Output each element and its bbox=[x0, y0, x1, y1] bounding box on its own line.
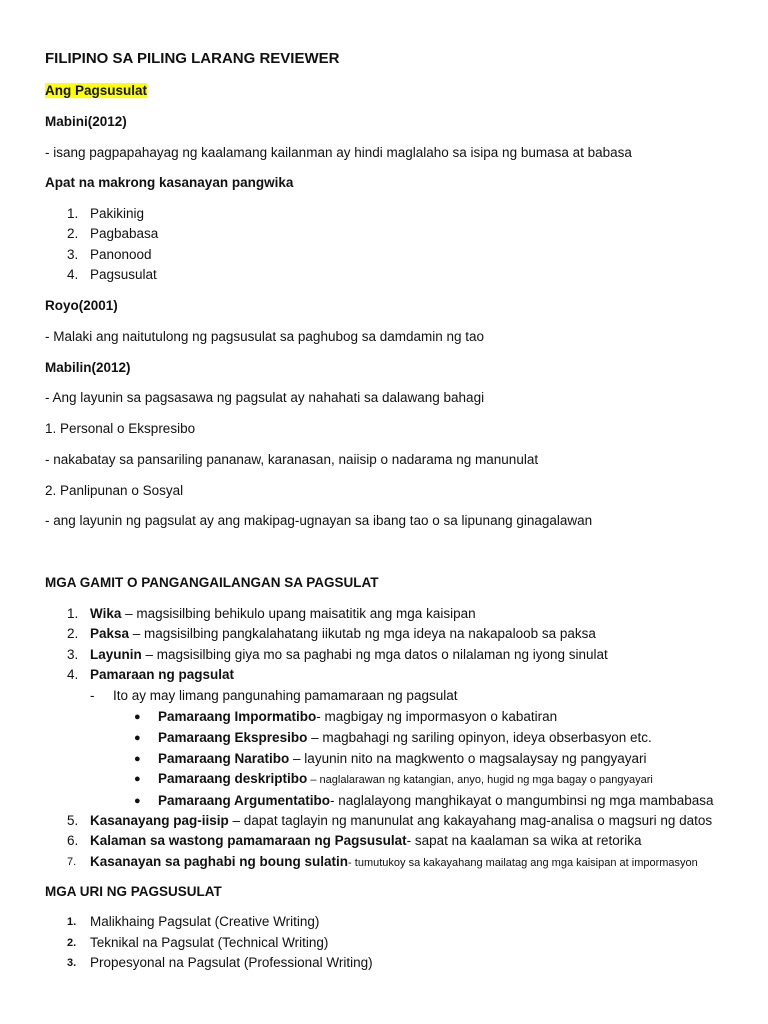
document-title: FILIPINO SA PILING LARANG REVIEWER bbox=[45, 50, 340, 67]
section-heading-uri: MGA URI NG PAGSUSULAT bbox=[45, 884, 222, 899]
bullet-icon: ● bbox=[134, 795, 141, 807]
item-definition: – magsisilbing behikulo upang maisatitik ang mga kaisipan bbox=[121, 606, 476, 621]
list-number: 3. bbox=[67, 247, 79, 262]
list-item bbox=[90, 666, 234, 684]
list-item bbox=[90, 832, 641, 850]
list-item: Pagsusulat bbox=[90, 267, 157, 282]
item-definition: – layunin nito na magkwento o magsalaysay ng pangyayari bbox=[289, 751, 647, 766]
list-number: 5. bbox=[67, 813, 79, 828]
list-number: 7. bbox=[67, 856, 77, 868]
list-item bbox=[90, 646, 608, 664]
list-item: Pagbabasa bbox=[90, 226, 159, 241]
makro-label: Apat na makrong kasanayan pangwika bbox=[45, 175, 294, 190]
list-number: 2. bbox=[67, 226, 79, 241]
list-item: Teknikal na Pagsulat (Technical Writing) bbox=[90, 935, 329, 950]
list-item: Panonood bbox=[90, 247, 152, 262]
bullet-item bbox=[158, 770, 653, 789]
list-number: 2. bbox=[67, 937, 77, 949]
layunin-panlipunan: 2. Panlipunan o Sosyal bbox=[45, 483, 184, 498]
item-definition: - magbigay ng impormasyon o kabatiran bbox=[316, 709, 558, 724]
bullet-item bbox=[158, 792, 714, 810]
item-definition: – magsisilbing giya mo sa paghabi ng mga datos o nilalaman ng iyong sinulat bbox=[141, 647, 608, 662]
list-item bbox=[90, 853, 698, 872]
list-number: 2. bbox=[67, 626, 79, 641]
item-term: Wika bbox=[90, 606, 122, 621]
section-heading-gamit: MGA GAMIT O PANGANGAILANGAN SA PAGSULAT bbox=[45, 575, 379, 590]
item-term: Pamaraang deskriptibo bbox=[158, 771, 308, 786]
royo-label: Royo(2001) bbox=[45, 298, 118, 313]
bullet-icon: ● bbox=[134, 753, 141, 765]
list-item bbox=[90, 812, 712, 830]
mabilin-definition: - Ang layunin sa pagsasawa ng pagsulat ay nahahati sa dalawang bahagi bbox=[45, 390, 485, 405]
item-term: Kasanayang pag-iisip bbox=[90, 813, 229, 828]
list-item: Propesyonal na Pagsulat (Professional Writing) bbox=[90, 955, 373, 970]
item-definition: - naglalayong manghikayat o mangumbinsi ng mga mambabasa bbox=[330, 793, 714, 808]
item-definition: – magbahagi ng sariling opinyon, ideya obserbasyon etc. bbox=[307, 730, 652, 745]
bullet-icon: ● bbox=[134, 732, 141, 744]
layunin-personal: 1. Personal o Ekspresibo bbox=[45, 421, 196, 436]
highlighted-heading: Ang Pagsusulat bbox=[45, 83, 148, 98]
item-term: Pamaraang Naratibo bbox=[158, 751, 290, 766]
item-definition: – naglalarawan ng katangian, anyo, hugid ng mga bagay o pangyayari bbox=[307, 774, 653, 786]
mabini-label: Mabini(2012) bbox=[45, 114, 127, 129]
sub-list-intro: Ito ay may limang pangunahing pamamaraan ng pagsulat bbox=[113, 688, 458, 703]
item-term: Kalaman sa wastong pamamaraan ng Pagsusulat bbox=[90, 833, 407, 848]
item-term: Pamaraang Ekspresibo bbox=[158, 730, 308, 745]
mabilin-label: Mabilin(2012) bbox=[45, 360, 131, 375]
bullet-icon: ● bbox=[134, 711, 141, 723]
layunin-panlipunan-definition: - ang layunin ng pagsulat ay ang makipag-ugnayan sa ibang tao o sa lipunang ginagalawan bbox=[45, 513, 593, 528]
mabini-definition: - isang pagpapahayag ng kaalamang kailanman ay hindi maglalaho sa isipa ng bumasa at babasa bbox=[45, 145, 632, 160]
bullet-icon: ● bbox=[134, 773, 141, 785]
layunin-personal-definition: - nakabatay sa pansariling pananaw, karanasan, naiisip o nadarama ng manunulat bbox=[45, 452, 539, 467]
royo-definition: - Malaki ang naitutulong ng pagsusulat sa paghubog sa damdamin ng tao bbox=[45, 329, 485, 344]
item-term: Kasanayan sa paghabi ng boung sulatin bbox=[90, 854, 349, 869]
list-number: 4. bbox=[67, 267, 79, 282]
section-heading-pagsusulat bbox=[45, 82, 147, 100]
list-number: 3. bbox=[67, 957, 77, 969]
list-item: Pakikinig bbox=[90, 206, 145, 221]
list-number: 1. bbox=[67, 916, 77, 928]
list-item bbox=[90, 605, 476, 623]
item-term: Pamaraang Argumentatibo bbox=[158, 793, 331, 808]
list-number: 6. bbox=[67, 833, 79, 848]
sub-list-dash: - bbox=[90, 688, 95, 703]
bullet-item bbox=[158, 708, 557, 726]
item-definition: – magsisilbing pangkalahatang iikutab ng mga ideya na nakapaloob sa paksa bbox=[129, 626, 596, 641]
item-term: Pamaraang Impormatibo bbox=[158, 709, 317, 724]
item-term: Layunin bbox=[90, 647, 142, 662]
list-item bbox=[90, 625, 596, 643]
bullet-item bbox=[158, 750, 647, 768]
item-term: Pamaraan ng pagsulat bbox=[90, 667, 235, 682]
list-number: 3. bbox=[67, 647, 79, 662]
item-definition: - sapat na kaalaman sa wika at retorika bbox=[406, 833, 642, 848]
list-number: 1. bbox=[67, 206, 79, 221]
list-item: Malikhaing Pagsulat (Creative Writing) bbox=[90, 914, 320, 929]
list-number: 4. bbox=[67, 667, 79, 682]
item-definition: – dapat taglayin ng manunulat ang kakayahang mag-analisa o magsuri ng datos bbox=[228, 813, 713, 828]
list-number: 1. bbox=[67, 606, 79, 621]
item-definition: - tumutukoy sa kakayahang mailatag ang mga kaisipan at impormasyon bbox=[348, 857, 698, 869]
item-term: Paksa bbox=[90, 626, 130, 641]
bullet-item bbox=[158, 729, 652, 747]
